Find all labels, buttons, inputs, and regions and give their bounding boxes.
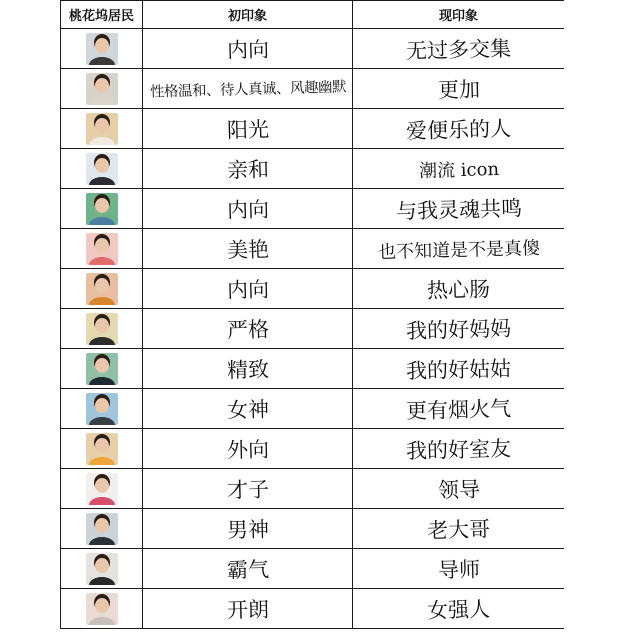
current-impression-cell [353,269,565,309]
current-impression-cell [353,469,565,509]
avatar [86,273,118,305]
current-impression-text: 与我灵魂共鸣 [395,195,522,224]
avatar [86,553,118,585]
avatar [86,593,118,625]
current-impression-cell [353,69,565,109]
resident-cell [61,429,143,469]
first-impression-text: 霸气 [226,556,269,583]
impressions-table [60,0,564,629]
avatar-head [95,438,109,453]
resident-cell [61,269,143,309]
avatar-head [95,478,109,493]
avatar-head [95,558,109,573]
header-first-impression: 初印象 [143,1,353,29]
avatar-head [95,398,109,413]
current-impression-text: 潮流 icon [418,158,499,182]
first-impression-cell [143,229,353,269]
resident-cell [61,69,143,109]
current-impression-cell [353,509,565,549]
avatar-body [89,457,115,465]
avatar [86,113,118,145]
table-row [61,229,565,269]
current-impression-cell [353,309,565,349]
first-impression-text: 美艳 [226,236,269,263]
current-impression-text: 女强人 [426,596,491,623]
current-impression-text: 爱便乐的人 [405,116,512,143]
avatar-head [95,78,109,93]
avatar-head [95,158,109,173]
avatar [86,393,118,425]
resident-cell [61,309,143,349]
first-impression-cell [143,509,353,549]
first-impression-cell [143,29,353,69]
first-impression-cell [143,429,353,469]
current-impression-text: 更加 [437,76,480,103]
header-resident: 桃花坞居民 [61,1,143,29]
current-impression-text: 也不知道是不是真傻 [377,237,540,263]
current-impression-cell [353,589,565,629]
current-impression-cell [353,349,565,389]
current-impression-cell [353,389,565,429]
avatar-head [95,118,109,133]
current-impression-cell [353,429,565,469]
current-impression-text: 我的好姑姑 [405,356,512,383]
table-row [61,429,565,469]
avatar-body [89,257,115,265]
current-impression-text: 我的好妈妈 [405,316,512,343]
avatar [86,33,118,65]
avatar [86,433,118,465]
avatar-body [89,497,115,505]
table-row [61,309,565,349]
first-impression-cell [143,589,353,629]
resident-cell [61,109,143,149]
avatar-head [95,278,109,293]
current-impression-cell [353,29,565,69]
table-row [61,149,565,189]
avatar-head [95,238,109,253]
avatar [86,473,118,505]
avatar-body [89,617,115,625]
current-impression-text: 热心肠 [426,276,491,303]
first-impression-text: 严格 [226,316,269,343]
table-row [61,349,565,389]
resident-cell [61,509,143,549]
table-row [61,389,565,429]
current-impression-cell [353,149,565,189]
resident-cell [61,349,143,389]
current-impression-text: 无过多交集 [405,36,512,63]
first-impression-cell [143,309,353,349]
first-impression-cell [143,349,353,389]
table-row [61,29,565,69]
first-impression-text: 内向 [226,196,269,223]
table-row [61,109,565,149]
resident-cell [61,389,143,429]
table-row [61,69,565,109]
first-impression-cell [143,109,353,149]
table-row [61,189,565,229]
avatar-body [89,97,115,105]
avatar [86,153,118,185]
avatar-body [89,177,115,185]
avatar-body [89,417,115,425]
first-impression-cell [143,389,353,429]
header-row [61,1,565,29]
avatar-head [95,518,109,533]
first-impression-text: 女神 [226,396,269,423]
current-impression-text: 我的好室友 [405,436,512,463]
current-impression-cell [353,109,565,149]
current-impression-text: 老大哥 [426,516,491,543]
resident-cell [61,549,143,589]
current-impression-cell [353,549,565,589]
table-row [61,509,565,549]
first-impression-cell [143,269,353,309]
avatar [86,353,118,385]
table-row [61,469,565,509]
avatar [86,513,118,545]
current-impression-text: 导师 [437,556,480,583]
avatar-body [89,297,115,305]
table-row [61,269,565,309]
resident-cell [61,149,143,189]
first-impression-text: 内向 [226,36,269,63]
first-impression-cell [143,69,353,109]
avatar [86,233,118,265]
resident-cell [61,29,143,69]
current-impression-text: 更有烟火气 [405,396,512,423]
first-impression-text: 才子 [226,476,269,503]
resident-cell [61,589,143,629]
current-impression-cell [353,189,565,229]
first-impression-cell [143,149,353,189]
avatar-head [95,198,109,213]
avatar-body [89,537,115,545]
first-impression-text: 阳光 [226,116,269,143]
avatar [86,73,118,105]
avatar-body [89,337,115,345]
current-impression-text: 领导 [437,476,480,503]
resident-cell [61,469,143,509]
table-body [61,29,565,629]
avatar-body [89,137,115,145]
first-impression-text: 精致 [226,356,269,383]
current-impression-cell [353,229,565,269]
avatar-head [95,38,109,53]
resident-cell [61,189,143,229]
avatar-head [95,598,109,613]
first-impression-cell [143,189,353,229]
impressions-sheet [60,0,564,643]
avatar-body [89,577,115,585]
first-impression-text: 亲和 [226,156,269,183]
first-impression-text: 外向 [226,436,269,463]
first-impression-text: 性格温和、待人真诚、风趣幽默 [149,79,346,101]
avatar-head [95,358,109,373]
avatar-head [95,318,109,333]
header-current-impression: 现印象 [353,1,565,29]
avatar [86,313,118,345]
table-row [61,589,565,629]
avatar [86,193,118,225]
first-impression-cell [143,469,353,509]
table-row [61,549,565,589]
avatar-body [89,217,115,225]
first-impression-text: 内向 [226,276,269,303]
avatar-body [89,377,115,385]
avatar-body [89,57,115,65]
first-impression-cell [143,549,353,589]
first-impression-text: 开朗 [226,596,269,623]
first-impression-text: 男神 [226,516,269,543]
resident-cell [61,229,143,269]
